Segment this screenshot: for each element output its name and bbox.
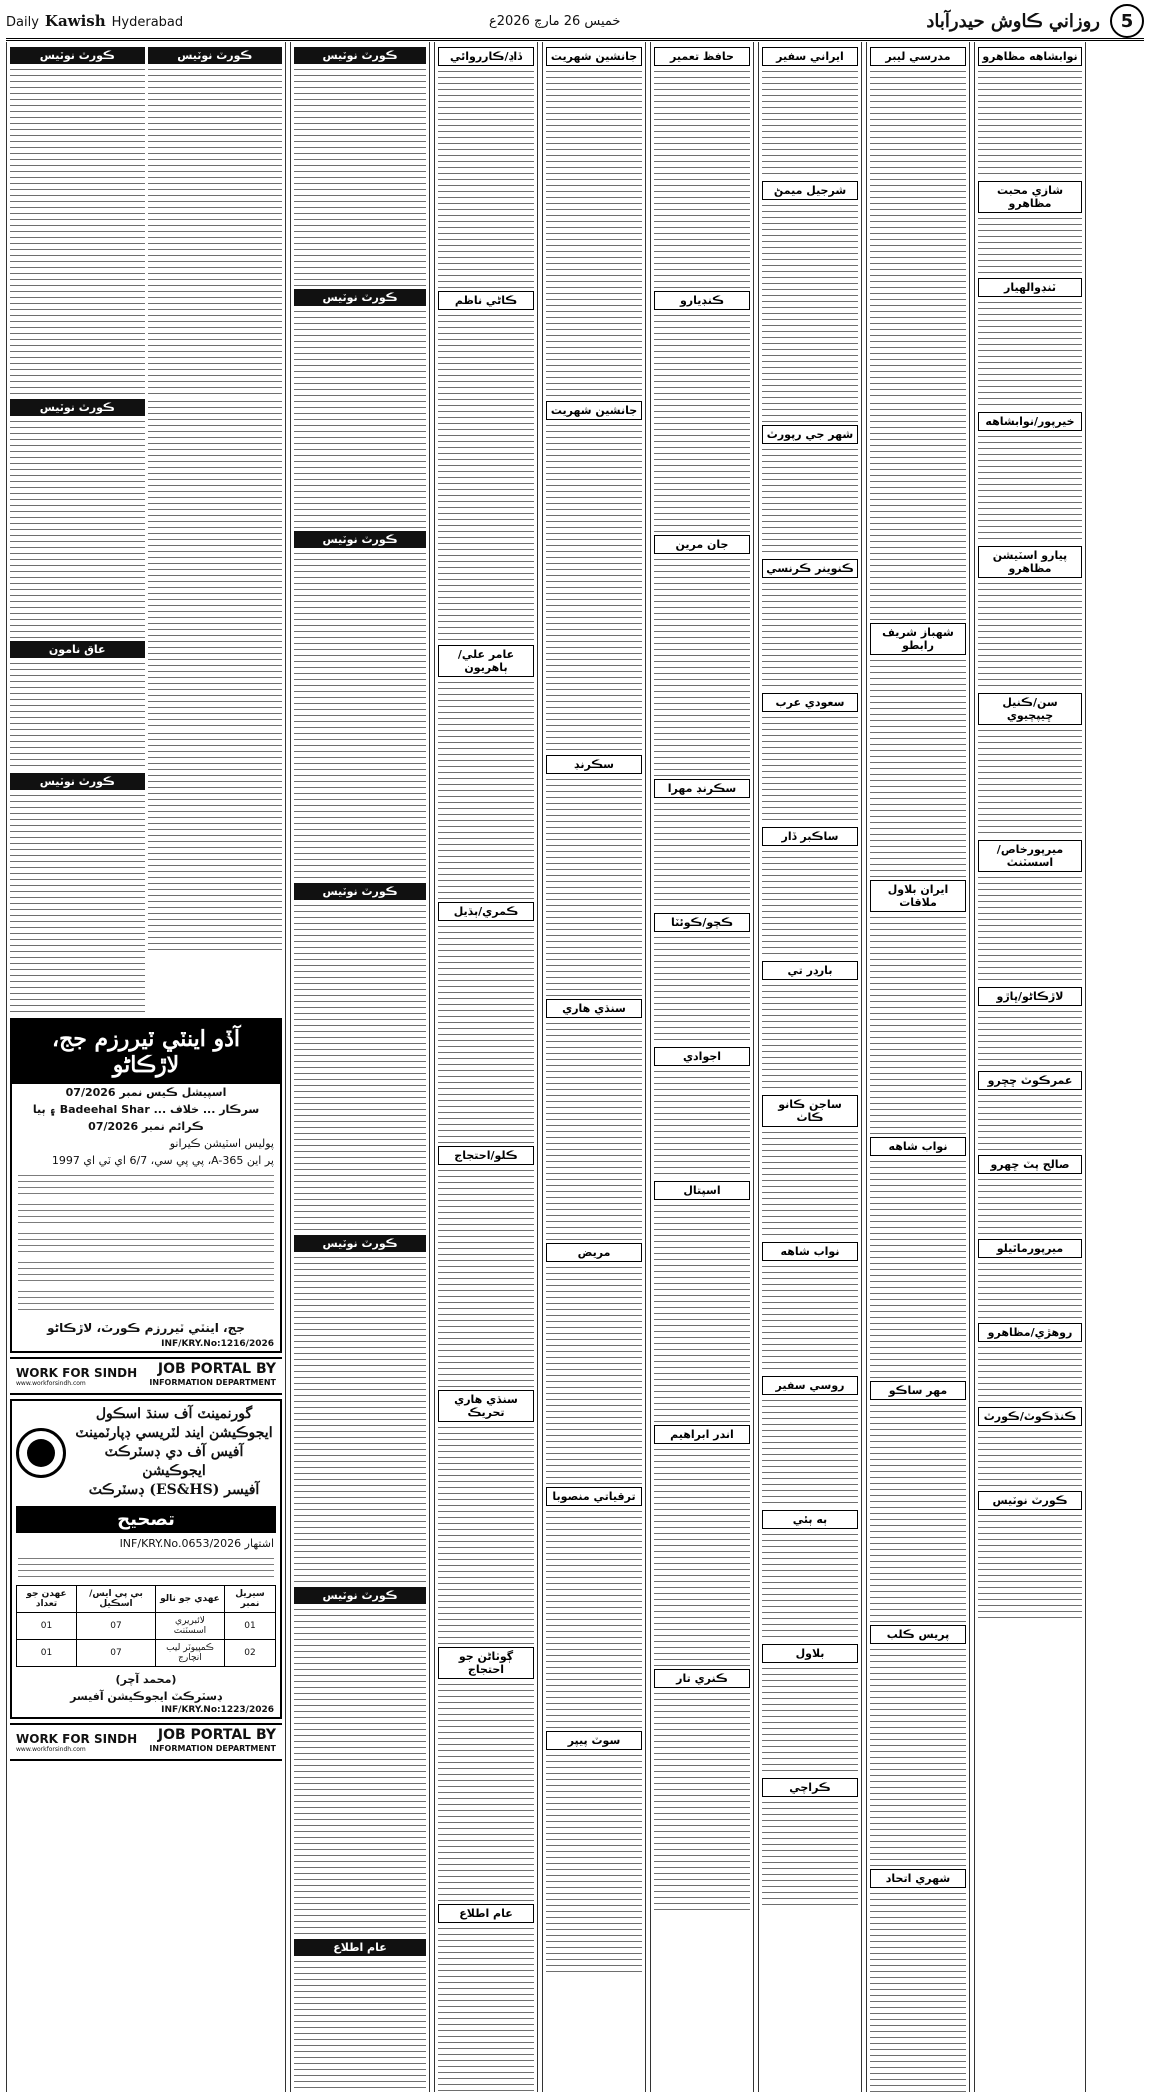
column-text xyxy=(654,556,750,776)
column-heading: ڪمري/ٻڌيل xyxy=(438,902,534,921)
column-heading: ڪاڻي ناظم xyxy=(438,291,534,310)
column-heading: ڪورٽ نوٽيس xyxy=(294,289,426,306)
column-text xyxy=(978,299,1082,409)
column-heading: شهري اتحاد xyxy=(870,1869,966,1888)
column-heading: سڪرنڊ xyxy=(546,755,642,774)
atc-inf-number: INF/KRY.No:1216/2026 xyxy=(161,1339,274,1349)
atc-police-station: پوليس اسٽيشن ڪيرانو xyxy=(169,1137,274,1150)
column-text xyxy=(978,1428,1082,1488)
work-for-sindh-logo: WORK FOR SINDH www.workforsindh.com xyxy=(16,1731,138,1753)
column-text xyxy=(438,312,534,642)
govt-correction-ad xyxy=(10,1399,282,1719)
column-heading: ڪنوينر ڪرنسي xyxy=(762,559,858,578)
column-heading: ڏاڍ/ڪارروائي xyxy=(438,47,534,66)
news-column-8 xyxy=(866,42,970,2092)
column-heading: ڪورٽ نوٽيس xyxy=(294,1587,426,1604)
column-heading: حافظ تعمير xyxy=(654,47,750,66)
column-text xyxy=(294,308,426,528)
atc-case-no: اسپيشل ڪيس نمبر 07/2026 xyxy=(65,1086,227,1099)
column-heading: ٻه ٻئي xyxy=(762,1510,858,1529)
column-text xyxy=(654,1446,750,1666)
column-heading: صالح پٽ ڇهرو xyxy=(978,1155,1082,1174)
column-text xyxy=(978,433,1082,543)
english-masthead xyxy=(6,12,183,30)
news-column-5 xyxy=(542,42,646,2092)
column-heading: ساڪبر ڏار xyxy=(762,827,858,846)
column-text xyxy=(762,1799,858,1909)
column-text xyxy=(654,934,750,1044)
govt-header xyxy=(12,1401,280,1504)
column-heading: بلاول xyxy=(762,1644,858,1663)
column-heading: ايران بلاول ملاقات xyxy=(870,880,966,912)
column-heading: جانشين شهريت xyxy=(546,47,642,66)
column-text xyxy=(294,1958,426,2092)
paper-title: روزاني ڪاوش حيدرآباد xyxy=(926,10,1100,32)
column-heading: ڪورٽ نوٽيس xyxy=(294,1235,426,1252)
column-text xyxy=(438,1167,534,1387)
column-heading: اسپتال xyxy=(654,1181,750,1200)
column-heading: روهڙي/مظاهرو xyxy=(978,1323,1082,1342)
column-text xyxy=(978,1176,1082,1236)
column-text xyxy=(438,679,534,899)
notice-text xyxy=(10,792,145,1012)
column-text xyxy=(762,714,858,824)
column-heading: پيارو اسٽيشن مظاهرو xyxy=(978,546,1082,578)
notice-text xyxy=(148,66,283,396)
column-heading: مهر ساڪو xyxy=(870,1381,966,1400)
column-heading: ڪورٽ نوٽيس xyxy=(978,1491,1082,1510)
column-text xyxy=(978,1260,1082,1320)
column-text xyxy=(546,1020,642,1240)
column-heading: سنڌي هاري xyxy=(546,999,642,1018)
govt-signer-name: (محمد آچر) xyxy=(115,1673,177,1686)
notice-text xyxy=(10,66,145,396)
news-column-9 xyxy=(974,42,1086,2092)
govt-signer-title: ڊسٽرڪٽ ايجوڪيشن آفيسر xyxy=(70,1690,222,1703)
column-text xyxy=(438,1681,534,1901)
page-number: 5 xyxy=(1110,4,1144,38)
left-notices-top xyxy=(10,44,282,1014)
column-text xyxy=(870,1890,966,2092)
atc-paragraph xyxy=(18,1201,274,1227)
tasheeh-heading: تصحيح xyxy=(16,1506,276,1533)
atc-paragraph xyxy=(18,1288,274,1314)
column-heading: جانشين شهريت xyxy=(546,401,642,420)
english-city: Hyderabad xyxy=(111,15,184,30)
left-ad-panel xyxy=(6,42,286,2092)
notice-column-b xyxy=(148,44,283,1014)
posts-table-header: سيريل نمبر عهدي جو نالو بي پي ايس/اسڪيل عهدن جو تعداد xyxy=(17,1586,276,1613)
column-text xyxy=(870,914,966,1134)
job-portal-banner xyxy=(10,1357,282,1395)
column-text xyxy=(762,580,858,690)
column-text xyxy=(978,1344,1082,1404)
notice-text xyxy=(10,660,145,770)
column-heading: ميرپورماٿيلو xyxy=(978,1239,1082,1258)
work-for-sindh-logo: WORK FOR SINDH www.workforsindh.com xyxy=(16,1365,138,1387)
column-heading: شرجيل ميمڻ xyxy=(762,181,858,200)
column-text xyxy=(762,1531,858,1641)
court-notice-heading: ڪورٽ نوٽيس xyxy=(148,47,283,64)
column-heading: ڪنڊيارو xyxy=(654,291,750,310)
column-text xyxy=(978,1512,1082,1622)
news-column-7 xyxy=(758,42,862,2092)
column-heading: ميرپورخاص/اسسٽنٽ xyxy=(978,840,1082,872)
column-text xyxy=(438,68,534,288)
column-text xyxy=(978,727,1082,837)
column-heading: شازي محبت مظاهرو xyxy=(978,181,1082,213)
table-row: 01 لائبريري اسسٽنٽ 07 01 xyxy=(17,1613,276,1640)
column-text xyxy=(546,68,642,398)
column-text xyxy=(762,446,858,556)
english-daily: Daily xyxy=(6,15,39,30)
court-notice-heading: ڪورٽ نوٽيس xyxy=(10,399,145,416)
column-heading: بارڊر تي xyxy=(762,961,858,980)
column-text xyxy=(762,982,858,1092)
column-text xyxy=(654,800,750,910)
english-brand: Kawish xyxy=(44,12,106,30)
column-heading: سن/ڪنيل ڇيپچيوي xyxy=(978,693,1082,725)
column-heading: شهر جي رپورٽ xyxy=(762,425,858,444)
column-heading: عامر علي/ٻاهريون xyxy=(438,645,534,677)
column-heading: ڪورٽ نوٽيس xyxy=(294,883,426,900)
column-text xyxy=(762,1397,858,1507)
column-text xyxy=(762,1263,858,1373)
govt-title: گورنمينٽ آف سنڌ اسڪول ايجوڪيشن ايند لٽريسي ڊپارٽمينٽ آفيس آف دي ڊسٽرڪٽ ايجوڪيشن آفيسر (ES&HS) ڊسٽرڪٽ xyxy=(75,1406,273,1498)
atc-banner: آڏو اينٽي ٽيررزم جج، لاڙڪاڻو xyxy=(12,1020,280,1084)
notice-text xyxy=(148,730,283,950)
news-column-6 xyxy=(650,42,754,2092)
column-text xyxy=(294,1606,426,1936)
column-text xyxy=(978,1092,1082,1152)
posts-table xyxy=(16,1585,276,1667)
column-heading: ڪچو/ڪوئٽا xyxy=(654,913,750,932)
column-heading: نوابشاهه مظاهرو xyxy=(978,47,1082,66)
column-text xyxy=(870,400,966,620)
court-notice-heading: ڪورٽ نوٽيس xyxy=(10,773,145,790)
column-text xyxy=(762,1129,858,1239)
column-heading: لاڙڪاڻو/ڀاڙو xyxy=(978,987,1082,1006)
column-text xyxy=(546,1508,642,1728)
column-heading: سڪرنڊ مهرا xyxy=(654,779,750,798)
atc-crime-no: ڪرائم نمبر 07/2026 xyxy=(88,1120,204,1133)
column-text xyxy=(438,1925,534,2092)
column-heading: پريس ڪلب xyxy=(870,1625,966,1644)
column-heading: نواب شاهه xyxy=(870,1137,966,1156)
qa-notice-heading: عاق نامون xyxy=(10,641,145,658)
column-text xyxy=(438,1424,534,1644)
atc-court-ad xyxy=(10,1018,282,1353)
column-text xyxy=(870,657,966,877)
govt-paragraph xyxy=(18,1555,274,1581)
column-text xyxy=(978,1008,1082,1068)
column-text xyxy=(546,1752,642,1972)
column-heading: خيرپور/نوابشاهه xyxy=(978,412,1082,431)
column-text xyxy=(870,1402,966,1622)
masthead-right xyxy=(926,4,1144,38)
masthead xyxy=(6,4,1144,41)
column-text xyxy=(762,202,858,422)
column-heading: ڪنڌڪوٽ/ڪورٽ xyxy=(978,1407,1082,1426)
column-text xyxy=(762,1665,858,1775)
column-heading: روسي سفير xyxy=(762,1376,858,1395)
column-heading: عام اطلاع xyxy=(438,1904,534,1923)
column-text xyxy=(978,68,1082,178)
atc-paragraph xyxy=(18,1230,274,1256)
column-text xyxy=(978,215,1082,275)
job-portal-banner xyxy=(10,1723,282,1761)
table-row: 02 ڪمپيوٽر ليب انچارج 07 01 xyxy=(17,1640,276,1667)
column-text xyxy=(294,550,426,880)
column-heading: ڪورٽ نوٽيس xyxy=(294,47,426,64)
column-heading: اندر ابراهيم xyxy=(654,1425,750,1444)
column-heading: ترقياتي منصوبا xyxy=(546,1487,642,1506)
column-heading: نواب شاهه xyxy=(762,1242,858,1261)
column-text xyxy=(294,902,426,1232)
atc-parties: سرڪار ... خلاف ... Badeehal Shar ۽ ٻيا xyxy=(32,1103,260,1116)
column-text xyxy=(978,580,1082,690)
column-text xyxy=(870,1158,966,1378)
job-portal-label: JOB PORTAL BY INFORMATION DEPARTMENT xyxy=(149,1727,276,1753)
court-notice-heading: ڪورٽ نوٽيس xyxy=(10,47,145,64)
column-court-notices xyxy=(290,42,430,2092)
notice-column-a xyxy=(10,44,145,1014)
column-text xyxy=(762,848,858,958)
column-heading: ايراني سفير xyxy=(762,47,858,66)
notice-text xyxy=(148,398,283,728)
column-text xyxy=(654,1202,750,1422)
column-text xyxy=(870,68,966,398)
column-heading: سنڌي هاري تحريڪ xyxy=(438,1390,534,1422)
column-heading: ڪنري تار xyxy=(654,1669,750,1688)
column-text xyxy=(762,68,858,178)
column-text xyxy=(870,1646,966,1866)
column-heading: سوٽ پيپر xyxy=(546,1731,642,1750)
notice-text xyxy=(10,418,145,638)
job-portal-label: JOB PORTAL BY INFORMATION DEPARTMENT xyxy=(149,1361,276,1387)
column-heading: عمرڪوٽ ڇڇرو xyxy=(978,1071,1082,1090)
column-heading: اجوادي xyxy=(654,1047,750,1066)
column-text xyxy=(654,68,750,288)
atc-paragraph xyxy=(18,1172,274,1198)
column-text xyxy=(978,874,1082,984)
column-heading: ڳوٺاڻن جو احتجاج xyxy=(438,1647,534,1679)
sindh-emblem-icon xyxy=(16,1428,66,1478)
column-heading: مريض xyxy=(546,1243,642,1262)
column-heading: شهباز شريف رابطو xyxy=(870,623,966,655)
column-text xyxy=(654,1068,750,1178)
column-heading: ڪراچي xyxy=(762,1778,858,1797)
column-heading: سعودي عرب xyxy=(762,693,858,712)
atc-sections: پر اين A-365، پي پي سي، 6/7 اي ٽي اي 1997 xyxy=(51,1154,274,1167)
column-heading: ڪلو/احتجاج xyxy=(438,1146,534,1165)
column-heading: ساجن ڪانو ڪاٺ xyxy=(762,1095,858,1127)
column-heading: مدرسي ليبر xyxy=(870,47,966,66)
issue-date: خميس 26 مارچ 2026ع xyxy=(489,13,621,29)
atc-signature: جج، اينٽي ٽيررزم ڪورٽ، لاڙڪاڻو xyxy=(47,1321,245,1335)
column-text xyxy=(438,923,534,1143)
column-text xyxy=(294,1254,426,1584)
news-column-4 xyxy=(434,42,538,2092)
govt-inf-number: INF/KRY.No:1223/2026 xyxy=(161,1705,274,1715)
aam-heading: عام اطلاع xyxy=(294,1939,426,1956)
column-text xyxy=(546,776,642,996)
columns-area xyxy=(6,42,1144,2092)
column-heading: ٽنڊوالهيار xyxy=(978,278,1082,297)
atc-paragraph xyxy=(18,1259,274,1285)
column-text xyxy=(294,66,426,286)
column-text xyxy=(546,422,642,752)
column-text xyxy=(654,1690,750,1910)
column-heading: جان مرين xyxy=(654,535,750,554)
column-text xyxy=(654,312,750,532)
govt-ref: اشتهار INF/KRY.No.0653/2026 xyxy=(119,1537,274,1550)
column-heading: ڪورٽ نوٽيس xyxy=(294,531,426,548)
column-text xyxy=(546,1264,642,1484)
